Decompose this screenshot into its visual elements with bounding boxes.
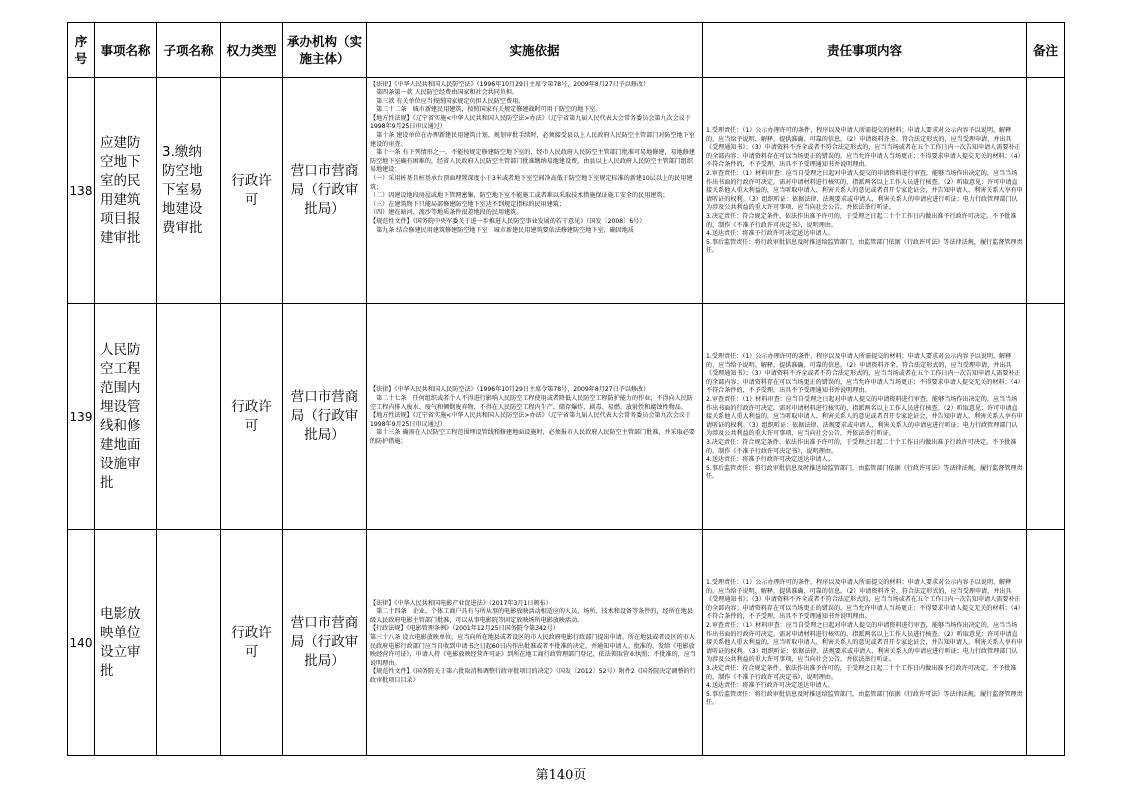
basis-line: 第十一条 有下列情形之一，不能按规定修建防空地下室的，经市人民政府人民防空主管部门批准可易地修建，易地修建防空地下室确有困难的，经省人民政府人民防空主管部门批准缴纳易地建设费，由县以上人民政府人民防空主管部门组织易地建设： [370,149,695,174]
row-basis [367,530,703,756]
row-duties [703,304,1027,530]
basis-line: 第二十四条 企业、个体工商户具有与所从事的电影放映活动相适应的人员、场所、技术和设备等条件的，经所在地县级人民政府电影主管部门批准，可以从事电影院等固定放映场所电影放映活动。 [370,608,693,624]
basis-line: （三）在建筑物下只能局部修建防空地下室达不到规定指标的民用建筑； [370,200,565,208]
basis-line: 【规范性文件】《国务院关于第六批取消和调整行政审批项目的决定》（国发〔2012〕52号）附件2《国务院决定调整的行政审批项目目录》 [370,668,696,684]
basis-line: 第九条 结合修建民用建筑修建防空地下室 城市新建民用建筑要依法修建防空地下室，确因地质 [370,226,634,234]
row-sub [157,530,221,756]
row-name: 应建防空地下室的民用建筑项目报建审批 [95,78,157,304]
basis-line: 【法律】《中华人民共和国人民防空法》（1996年10月29日主席令第78号，2009年8月27日予以修改） [370,386,650,394]
basis-line: 第四条第一款 人民防空经费由国家和社会共同负担。 [370,89,519,97]
row-basis [367,78,703,304]
duty-line: 1.受理责任：（1）公示办理许可的条件、程序以及申请人所需提交的材料；申请人要求对公示内容予以说明、解释的，应当给予说明、解释，提供准确、可靠的信息。（2）申请资料齐全、符合法定形式的，应当受理申请，并出具《受理通知书》；（3）申请资料不齐全或者不符合法定形式的，应当当场或者在五个工作日内一次告知申请人需要补正的全部内容；申请资料存在可以当场更正的错误的，应当允许申请人当场更正；不得要求申请人提交无关的材料；（4）不符合条件的，不予受理，出具不予受理通知书并说明理由。 [706,353,1021,395]
row-basis [367,304,703,530]
duty-line: 5.事后监管责任：将行政审批信息及时推送给监管部门，由监管部门依据《行政许可法》等法律法规，履行监督管理责任。 [706,238,1023,255]
page-number: 第140页 [535,768,587,783]
row-duties [703,530,1027,756]
row-org: 营口市营商局（行政审批局） [283,530,367,756]
table-row [68,530,1065,756]
basis-line: 第二十七条 任何组织或者个人不得进行影响人民防空工程使用或者降低人民防空工程防护能力的作业，不得向人民防空工程内排入废水、废气和倾倒废弃物，不得在人民防空工程内生产、储存爆炸、剧毒、易燃、放射性和腐蚀性物品。 [370,395,693,411]
row-name: 电影放映单位设立审批 [95,530,157,756]
row-num: 140 [68,530,95,756]
table-row [68,78,1065,304]
duty-line: 3.决定责任：符合规定条件、依法作出准予许可的，于受理之日起二十个工作日内做出准予行政许可决定。不予批准的，制作《不准予行政许可决定书》，说明理由。 [706,212,1017,229]
basis-line: 【行政法规】《电影管理条例》（2001年12月25日国务院令第342号） [370,625,559,633]
row-sub: 3.缴纳防空地下室易地建设费审批 [157,78,221,304]
row-sub [157,304,221,530]
row-remark [1027,530,1065,756]
basis-line: （二）因建设地段房屋或地下管网密集，防空地下室不能施工或者难以采取技术措施保证施工安全的民用建筑； [370,192,669,200]
table-row [68,304,1065,530]
header-org: 承办机构（实施主体） [283,23,367,78]
basis-line: 第十三条 确需在人民防空工程范围埋设管线和修建地面设施时，必须报市人民政府人民防空主管部门批准，并采取必要的防护措施； [370,429,695,445]
basis-line: 【法律】《中华人民共和国电影产业促进法》（2017年3月1日颁布） [370,599,552,607]
basis-line: （四）建在暗河、流沙等地质条件很差地段的民用建筑。 [370,209,523,217]
row-type: 行政许可 [221,304,283,530]
duty-line: 2.审查责任：（1）材料审查：应当自受理之日起对申请人提交的申请资料进行审查，能够当场作出决定的，应当当场作出书面的行政许可决定。需对申请材料进行核实的，指派两名以上工作人员进行核查。（2）听取意见：许可申请直接关系他人重大利益的，应当听取申请人、利害关系人的意见或者召开专家论证会，并告知申请人、利害关系人享有申请听证的权利。（3）组织听证：依据法律、法规要求或申请人、利害关系人的申请应进行听证；电力行政管理部门认为涉及公共利益的重大许可事项，应当向社会公告，并依法举行听证。 [706,170,1023,212]
header-duties: 责任事项内容 [703,23,1027,78]
header-row [68,23,1065,78]
basis-line: 第三款 有关单位应当按照国家规定负担人民防空费用。 [370,97,525,105]
basis-line: 第二十二条 城市新建民用建筑，按照国家有关规定修建战时可用于防空的地下室。 [370,106,602,114]
duty-line: 3.决定责任：符合规定条件、依法作出准予许可的，于受理之日起二十个工作日内做出准予行政许可决定。不予批准的，制作《不准予行政许可决定书》，说明理由。 [706,438,1017,455]
row-org: 营口市营商局（行政审批局） [283,78,367,304]
basis-line: 第十条 建设单位在办理新建民用建筑计划、规划审批手续时，必须接受县以上人民政府人民防空主管部门对防空地下室建设的审查。 [370,132,695,148]
duty-line: 5.事后监管责任：将行政审批信息及时推送给监管部门，由监管部门依据《行政许可法》等法律法规，履行监督管理责任。 [706,690,1023,707]
duty-line: 1.受理责任：（1）公示办理许可的条件、程序以及申请人所需提交的材料；申请人要求对公示内容予以说明、解释的，应当给予说明、解释，提供准确、可靠的信息。（2）申请资料齐全、符合法定形式的，应当受理申请，并出具《受理通知书》；（3）申请资料不齐全或者不符合法定形式的，应当当场或者在五个工作日内一次告知申请人需要补正的全部内容；申请资料存在可以当场更正的错误的，应当允许申请人当场更正；不得要求申请人提交无关的材料；（4）不符合条件的，不予受理，出具不予受理通知书并说明理由。 [706,579,1021,621]
basis-line: 【地方性法规】《辽宁省实施<中华人民共和国人民防空法>办法》（辽宁省第九届人民代表大会常务委员会第九次会议于1998年9月25日审议通过） [370,114,691,131]
header-name: 事项名称 [95,23,157,78]
duty-line: 4.送达责任：将准予行政许可决定送达申请人。 [706,682,834,690]
basis-line: 【法律】《中华人民共和国人民防空法》（1996年10月29日主席令第78号，2009年8月27日予以修改） [370,80,650,88]
basis-line: 【规范性文件】《国务院中央军委关于进一步推进人民防空事业发展的若干意见》（国发〔2008〕6号） [370,218,646,225]
row-num: 138 [68,78,95,304]
duty-line: 2.审查责任：（1）材料审查：应当自受理之日起对申请人提交的申请资料进行审查，能够当场作出决定的，应当当场作出书面的行政许可决定。需对申请材料进行核实的，指派两名以上工作人员进行核查。（2）听取意见：许可申请直接关系他人重大利益的，应当听取申请人、利害关系人的意见或者召开专家论证会，并告知申请人、利害关系人享有申请听证的权利。（3）组织听证：依据法律、法规要求或申请人、利害关系人的申请应进行听证；电力行政管理部门认为涉及公共利益的重大许可事项，应当向社会公告，并依法举行听证。 [706,396,1023,438]
basis-line: （一）采用桩基且桩基承台顶面埋置深度小于3米或者地下室空间净高低于防空地下室规定标准的新建10层以上的民用建筑； [370,175,693,191]
duty-line: 4.送达责任：将准予行政许可决定送达申请人。 [706,456,834,464]
header-num: 序号 [68,23,95,78]
basis-line: 【地方性法规】《辽宁省实施<中华人民共和国人民防空法>办法》（辽宁省第九届人民代表大会常务委员会第九次会议于1998年9月25日审议通过） [370,412,691,428]
header-type: 权力类型 [221,23,283,78]
row-type: 行政许可 [221,530,283,756]
duty-line: 3.决定责任：符合规定条件、依法作出准予许可的，于受理之日起二十个工作日内做出准予行政许可决定。不予批准的，制作《不准予行政许可决定书》，说明理由。 [706,664,1017,681]
row-name: 人民防空工程范围内埋设管线和修建地面设施审批 [95,304,157,530]
row-remark [1027,78,1065,304]
duty-line: 2.审查责任：（1）材料审查：应当自受理之日起对申请人提交的申请资料进行审查，能够当场作出决定的，应当当场作出书面的行政许可决定。需对申请材料进行核实的，指派两名以上工作人员进行核查。（2）听取意见：许可申请直接关系他人重大利益的，应当听取申请人、利害关系人的意见或者召开专家论证会，并告知申请人、利害关系人享有申请听证的权利。（3）组织听证：依据法律、法规要求或申请人、利害关系人的申请应进行听证；电力行政管理部门认为涉及公共利益的重大许可事项，应当向社会公告，并依法举行听证。 [706,622,1023,664]
header-remark: 备注 [1027,23,1065,78]
row-duties [703,78,1027,304]
row-num: 139 [68,304,95,530]
duty-line: 5.事后监管责任：将行政审批信息及时推送给监管部门，由监管部门依据《行政许可法》等法律法规，履行监督管理责任。 [706,464,1023,481]
duty-line: 4.送达责任：将准予行政许可决定送达申请人。 [706,230,834,238]
basis-line: 第三十八条 设立电影放映单位，应当向所在地县或者设区的市人民政府电影行政部门提出申请。所在地县或者设区的市人民政府电影行政部门应当自收到申请书之日起60日内作出批准或者不批准的决定，并通知申请人。批准的，发给《电影放映经营许可证》，申请人持《电影放映经营许可证》到所在地工商行政管理部门登记，依法领取营业执照；不批准的，应当说明理由。 [370,633,697,667]
header-basis: 实施依据 [367,23,703,78]
duty-line: 1.受理责任：（1）公示办理许可的条件、程序以及申请人所需提交的材料；申请人要求对公示内容予以说明、解释的，应当给予说明、解释，提供准确、可靠的信息。（2）申请资料齐全、符合法定形式的，应当受理申请，并出具《受理通知书》；（3）申请资料不齐全或者不符合法定形式的，应当当场或者在五个工作日内一次告知申请人需要补正的全部内容；申请资料存在可以当场更正的错误的，应当允许申请人当场更正；不得要求申请人提交无关的材料；（4）不符合条件的，不予受理，出具不予受理通知书并说明理由。 [706,127,1021,169]
row-remark [1027,304,1065,530]
row-org: 营口市营商局（行政审批局） [283,304,367,530]
matters-table [67,22,1065,756]
row-type: 行政许可 [221,78,283,304]
header-sub: 子项名称 [157,23,221,78]
